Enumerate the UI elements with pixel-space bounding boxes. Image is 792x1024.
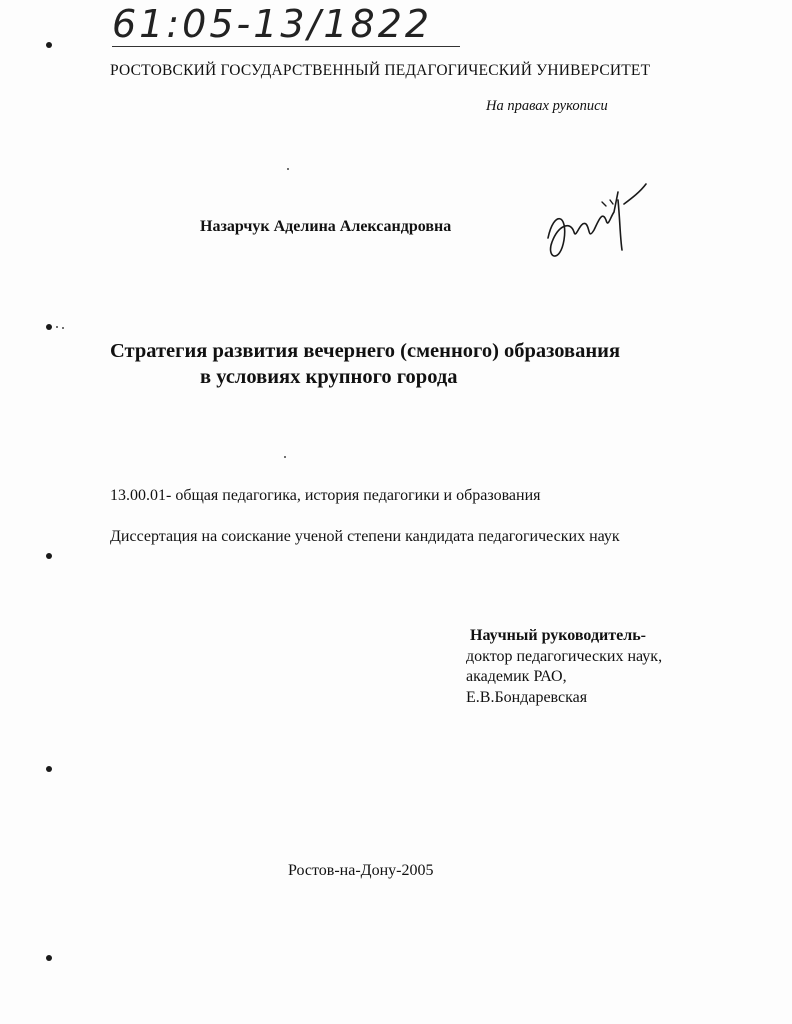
punch-hole [46, 324, 52, 330]
dissertation-degree: Диссертация на соискание ученой степени кандидата педагогических наук [110, 528, 620, 545]
archive-number: 61:05-13/1822 [112, 2, 433, 46]
punch-hole [46, 42, 52, 48]
supervisor-name: Е.В.Бондаревская [466, 689, 588, 706]
punch-hole [46, 955, 52, 961]
supervisor-heading: Научный руководитель- [470, 627, 646, 644]
scan-speck [287, 168, 289, 170]
punch-hole [46, 553, 52, 559]
dissertation-title-line-2: в условиях крупного города [200, 366, 458, 388]
scan-speck [56, 326, 58, 328]
supervisor-degree: доктор педагогических наук, [466, 648, 663, 665]
university-name: РОСТОВСКИЙ ГОСУДАРСТВЕННЫЙ ПЕДАГОГИЧЕСКИЙ УНИВЕРСИТЕТ [110, 62, 651, 79]
specialty-code: 13.00.01- общая педагогика, история педагогики и образования [110, 487, 541, 504]
dissertation-title-line-1: Стратегия развития вечернего (сменного) образования [110, 340, 621, 362]
manuscript-note: На правах рукописи [486, 98, 608, 114]
supervisor-rank: академик РАО, [466, 668, 567, 685]
scan-speck [284, 456, 286, 458]
author-name: Назарчук Аделина Александровна [200, 218, 452, 235]
city-year: Ростов-на-Дону-2005 [288, 862, 434, 879]
scan-speck [62, 327, 64, 329]
punch-hole [46, 766, 52, 772]
archive-number-underline [112, 46, 460, 47]
signature [540, 180, 650, 270]
